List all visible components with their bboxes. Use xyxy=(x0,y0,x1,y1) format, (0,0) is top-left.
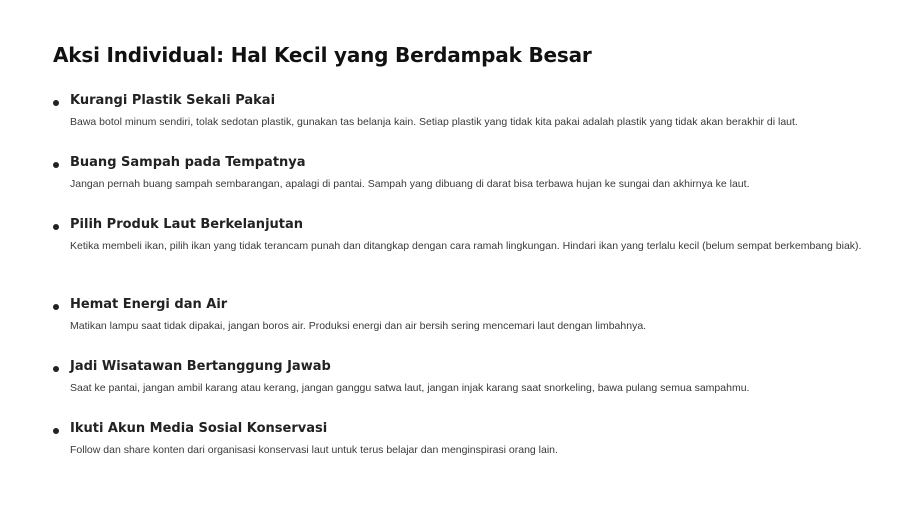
bullet-icon xyxy=(53,162,59,168)
item-description: Matikan lampu saat tidak dipakai, jangan boros air. Produksi energi dan air bersih sering mencemari laut dengan limbahnya. xyxy=(70,320,647,332)
slide-title: Aksi Individual: Hal Kecil yang Berdampak Besar xyxy=(53,43,592,67)
bullet-icon xyxy=(53,428,59,434)
item-title: Hemat Energi dan Air xyxy=(70,297,228,312)
bullet-icon xyxy=(53,100,59,106)
item-title: Buang Sampah pada Tempatnya xyxy=(70,155,306,170)
item-description: Follow dan share konten dari organisasi konservasi laut untuk terus belajar dan menginspirasi orang lain. xyxy=(70,444,558,456)
bullet-icon xyxy=(53,304,59,310)
item-title: Pilih Produk Laut Berkelanjutan xyxy=(70,217,304,232)
item-description: Saat ke pantai, jangan ambil karang atau kerang, jangan ganggu satwa laut, jangan injak karang saat snorkeling, bawa pulang semua sampahmu. xyxy=(70,382,750,394)
item-description: Bawa botol minum sendiri, tolak sedotan plastik, gunakan tas belanja kain. Setiap plastik yang tidak kita pakai adalah plastik yang tidak akan berakhir di laut. xyxy=(70,116,798,128)
item-title: Jadi Wisatawan Bertanggung Jawab xyxy=(70,359,331,374)
item-title: Ikuti Akun Media Sosial Konservasi xyxy=(70,421,328,436)
item-title: Kurangi Plastik Sekali Pakai xyxy=(70,93,276,108)
bullet-icon xyxy=(53,224,59,230)
item-description: Jangan pernah buang sampah sembarangan, apalagi di pantai. Sampah yang dibuang di darat bisa terbawa hujan ke sungai dan akhirnya ke laut. xyxy=(70,178,750,190)
bullet-icon xyxy=(53,366,59,372)
item-description: Ketika membeli ikan, pilih ikan yang tidak terancam punah dan ditangkap dengan cara ramah lingkungan. Hindari ikan yang terlalu kecil (belum sempat berkembang biak). xyxy=(70,240,862,252)
